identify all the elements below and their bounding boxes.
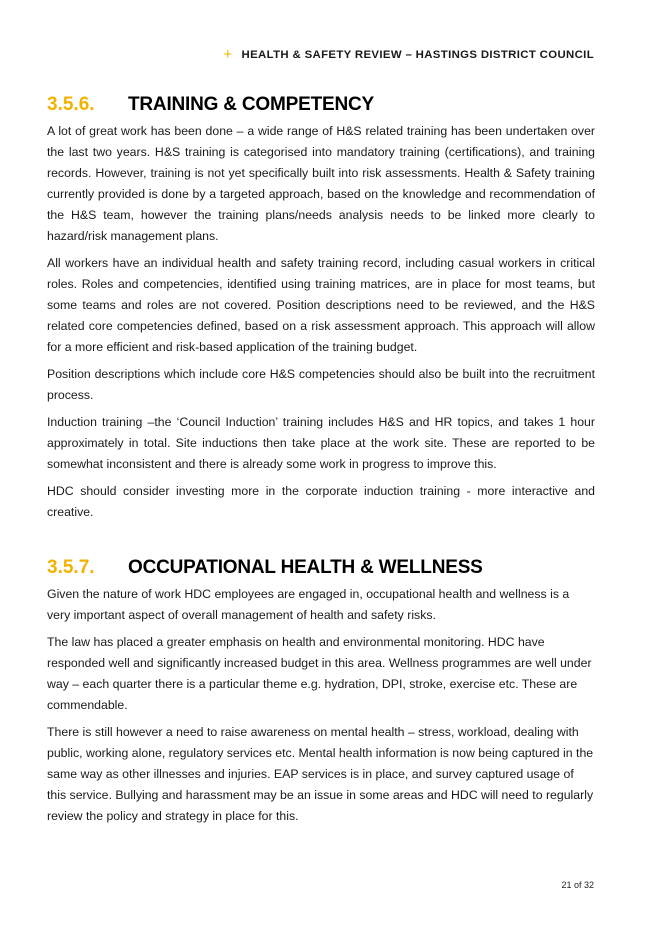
section-occupational-health (47, 557, 595, 827)
paragraph: Position descriptions which include core H&S competencies should also be built into the recruitment process. (47, 367, 595, 402)
paragraph: HDC should consider investing more in the corporate induction training - more interactive and creative. (47, 484, 595, 519)
paragraph: Given the nature of work HDC employees are engaged in, occupational health and wellness is a very important aspect of overall management of health and safety risks. (47, 587, 570, 622)
section-training-competency (47, 94, 595, 523)
paragraph: All workers have an individual health and safety training record, including casual workers in critical roles. Roles and competencies, identified using training matrices, are in place for most teams, but some teams and roles are not covered. Position descriptions need to be reviewed, and the H&S related core competencies defined, based on a risk assessment approach. This approach will allow for a more efficient and risk-based application of the training budget. (47, 256, 595, 354)
paragraph: Induction training –the ‘Council Induction’ training includes H&S and HR topics, and takes 1 hour approximately in total. Site inductions then take place at the work site. These are reported to be somewhat inconsistent and there is already some work in progress to improve this. (47, 415, 595, 471)
paragraph: There is still however a need to raise awareness on mental health – stress, workload, dealing with public, working alone, regulatory services etc. Mental health information is now being captured in the same way as other illnesses and injuries. EAP services is in place, and survey captured usage of this service. Bullying and harassment may be an issue in some areas and HDC will need to regularly review the policy and strategy in place for this. (47, 725, 594, 823)
section-title: OCCUPATIONAL HEALTH & WELLNESS (128, 557, 483, 578)
section-heading (47, 94, 595, 116)
plus-marker-icon: + (223, 46, 233, 63)
page-header (223, 47, 594, 62)
section-number: 3.5.7. (47, 557, 95, 578)
section-title: TRAINING & COMPETENCY (128, 94, 374, 115)
paragraph: The law has placed a greater emphasis on health and environmental monitoring. HDC have responded well and significantly increased budget in this area. Wellness programmes are well under way – each quarter there is a particular theme e.g. hydration, DPI, stroke, exercise etc. These are commendable. (47, 635, 592, 712)
section-number: 3.5.6. (47, 94, 95, 115)
page-number: 21 of 32 (561, 880, 594, 890)
paragraph: A lot of great work has been done – a wide range of H&S related training has been undertaken over the last two years. H&S training is categorised into mandatory training (certifications), and training records. However, training is not yet specifically built into risk assessments. Health & Safety training currently provided is done by a targeted approach, based on the knowledge and recommendation of the H&S team, however the training plans/needs analysis needs to be linked more clearly to hazard/risk management plans. (47, 124, 595, 243)
document-body (47, 94, 595, 833)
section-heading (47, 557, 595, 579)
header-title: HEALTH & SAFETY REVIEW – HASTINGS DISTRICT COUNCIL (241, 48, 594, 61)
